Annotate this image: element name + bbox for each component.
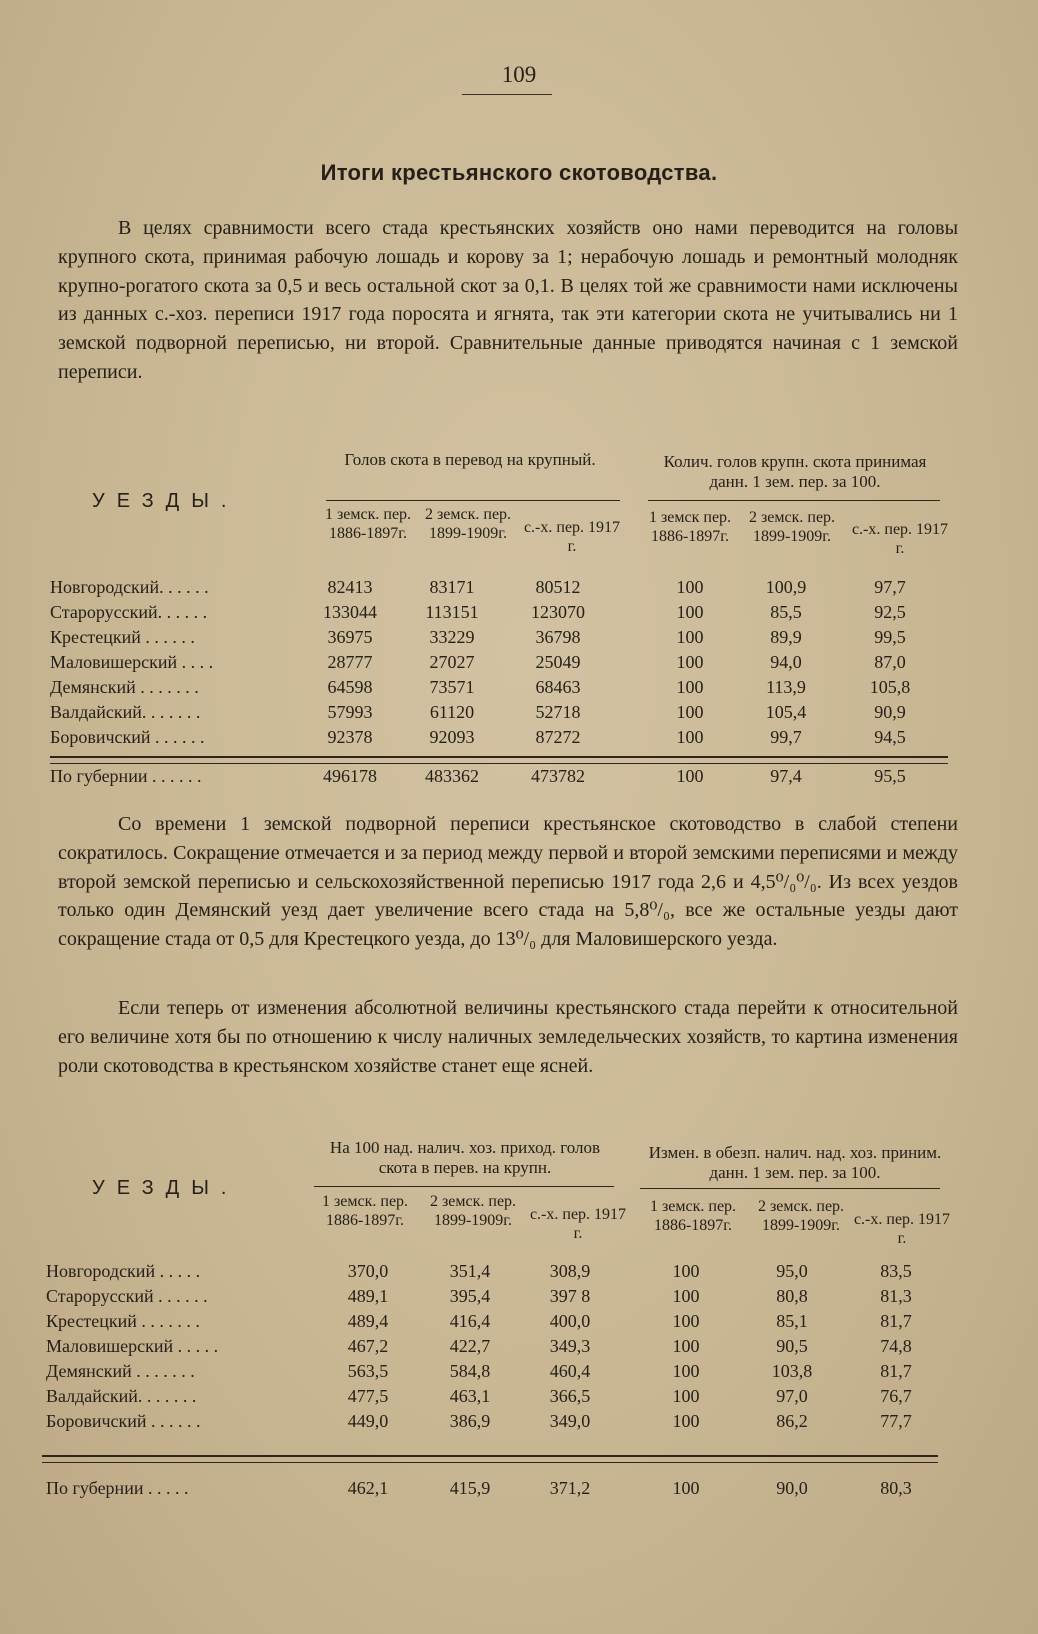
paragraph-2 bbox=[58, 810, 958, 954]
table-row bbox=[0, 627, 1038, 651]
cell: 123070 bbox=[531, 602, 585, 622]
table-row bbox=[0, 1386, 1038, 1410]
cell: 113,9 bbox=[766, 677, 806, 697]
row-label: Демянский . . . . . . . bbox=[50, 677, 199, 697]
cell: 460,4 bbox=[549, 1361, 591, 1381]
cell: 105,4 bbox=[765, 702, 807, 722]
table-row bbox=[0, 602, 1038, 626]
cell: 76,7 bbox=[880, 1386, 912, 1406]
cell: 94,0 bbox=[770, 652, 802, 672]
cell: 99,7 bbox=[770, 727, 802, 747]
cell: 100 bbox=[672, 1311, 700, 1331]
row-label: Крестецкий . . . . . . bbox=[50, 627, 195, 647]
cell: 467,2 bbox=[347, 1336, 389, 1356]
cell: 473782 bbox=[531, 766, 585, 786]
table-2-group2-header: Измен. в обезп. налич. над. хоз. приним. данн. 1 зем. пер. за 100. bbox=[648, 1143, 942, 1182]
cell: 366,5 bbox=[549, 1386, 591, 1406]
table-2-col-5-header: 2 земск. пер. 1899-1909г. bbox=[757, 1198, 845, 1234]
cell: 90,5 bbox=[776, 1336, 808, 1356]
cell: 97,7 bbox=[874, 577, 906, 597]
table-1-col-4-header: 1 земск пер. 1886-1897г. bbox=[648, 509, 732, 545]
cell: 57993 bbox=[327, 702, 373, 722]
cell: 77,7 bbox=[880, 1411, 912, 1431]
cell: 133044 bbox=[323, 602, 377, 622]
row-label: Маловишерский . . . . . bbox=[46, 1336, 219, 1356]
cell: 95,0 bbox=[776, 1261, 808, 1281]
table-row bbox=[0, 1286, 1038, 1310]
cell: 100 bbox=[676, 602, 704, 622]
cell: 100,9 bbox=[765, 577, 807, 597]
table-2-col-1-header: 1 земск. пер. 1886-1897г. bbox=[321, 1193, 409, 1229]
cell: 563,5 bbox=[347, 1361, 389, 1381]
table-total-row bbox=[0, 766, 1038, 790]
cell: 489,4 bbox=[347, 1311, 389, 1331]
page-number-rule bbox=[462, 94, 552, 95]
cell: 100 bbox=[676, 577, 704, 597]
table-row bbox=[0, 1411, 1038, 1435]
table-row bbox=[0, 1336, 1038, 1360]
cell: 100 bbox=[676, 702, 704, 722]
cell: 105,8 bbox=[869, 677, 911, 697]
table-1-col-3-header: с.-х. пер. 1917 г. bbox=[523, 519, 621, 555]
cell: 489,1 bbox=[347, 1286, 389, 1306]
cell: 100 bbox=[676, 677, 704, 697]
table-1-group2-rule bbox=[648, 500, 940, 501]
cell: 33229 bbox=[429, 627, 475, 647]
table-2-col-3-header: с.-х. пер. 1917 г. bbox=[529, 1206, 627, 1242]
cell: 100 bbox=[672, 1261, 700, 1281]
table-row bbox=[0, 652, 1038, 676]
table-2-group1-header: На 100 над. налич. хоз. приход. голов скота в перев. на крупн. bbox=[329, 1138, 601, 1177]
cell: 95,5 bbox=[874, 766, 906, 786]
cell: 386,9 bbox=[449, 1411, 491, 1431]
cell: 100 bbox=[676, 652, 704, 672]
cell: 100 bbox=[676, 627, 704, 647]
cell: 415,9 bbox=[449, 1478, 491, 1498]
row-label: Крестецкий . . . . . . . bbox=[46, 1311, 200, 1331]
cell: 80,8 bbox=[776, 1286, 808, 1306]
cell: 68463 bbox=[535, 677, 581, 697]
cell: 496178 bbox=[323, 766, 377, 786]
cell: 395,4 bbox=[449, 1286, 491, 1306]
row-label: Боровичский . . . . . . bbox=[46, 1411, 201, 1431]
cell: 463,1 bbox=[449, 1386, 491, 1406]
row-label: По губернии . . . . . . bbox=[50, 766, 202, 786]
cell: 100 bbox=[672, 1286, 700, 1306]
table-2-total-rule bbox=[42, 1455, 938, 1463]
cell: 308,9 bbox=[549, 1261, 591, 1281]
cell: 103,8 bbox=[771, 1361, 813, 1381]
table-2-col-4-header: 1 земск. пер. 1886-1897г. bbox=[649, 1198, 737, 1234]
cell: 100 bbox=[672, 1386, 700, 1406]
table-row bbox=[0, 1261, 1038, 1285]
row-label: Валдайский. . . . . . . bbox=[50, 702, 201, 722]
table-2-rowhead: УЕЗДЫ. bbox=[92, 1177, 239, 1199]
cell: 100 bbox=[672, 1478, 700, 1498]
cell: 36798 bbox=[535, 627, 581, 647]
cell: 82413 bbox=[327, 577, 373, 597]
cell: 397 8 bbox=[549, 1286, 591, 1306]
paragraph-2-text: Со времени 1 земской подворной переписи крестьянское скотоводство в слабой степени сократилось. Сокращение отмечается и за период между первой и второй земскими переписями и между второй земской переписью и сельскохозяйственной переписью 1917 года 2,6 и 4,5⁰/₀⁰/₀. Из всех уездов только один Демянский уезд дает увеличение всего стада на 5,8⁰/₀, все же остальные уезды дают сокращение стада от 0,5 для Крестецкого уезда, до 13⁰/₀ для Маловишерского уезда. bbox=[58, 813, 958, 951]
cell: 584,8 bbox=[449, 1361, 491, 1381]
cell: 81,7 bbox=[880, 1361, 912, 1381]
cell: 100 bbox=[672, 1336, 700, 1356]
row-label: Новгородский. . . . . . bbox=[50, 577, 209, 597]
cell: 349,0 bbox=[549, 1411, 591, 1431]
cell: 92378 bbox=[327, 727, 373, 747]
cell: 483362 bbox=[425, 766, 479, 786]
page-number: 109 bbox=[501, 62, 537, 87]
cell: 52718 bbox=[535, 702, 581, 722]
table-row bbox=[0, 727, 1038, 751]
cell: 83171 bbox=[429, 577, 475, 597]
paragraph-1 bbox=[58, 214, 958, 387]
cell: 449,0 bbox=[347, 1411, 389, 1431]
cell: 89,9 bbox=[770, 627, 802, 647]
cell: 81,3 bbox=[880, 1286, 912, 1306]
table-1-total-rule bbox=[50, 756, 948, 764]
cell: 99,5 bbox=[874, 627, 906, 647]
row-label: Старорусский . . . . . . bbox=[46, 1286, 208, 1306]
cell: 462,1 bbox=[347, 1478, 389, 1498]
row-label: По губернии . . . . . bbox=[46, 1478, 189, 1498]
table-row bbox=[0, 702, 1038, 726]
table-2-group2-rule bbox=[640, 1188, 940, 1189]
table-total-row bbox=[0, 1478, 1038, 1502]
cell: 73571 bbox=[429, 677, 475, 697]
cell: 61120 bbox=[429, 702, 475, 722]
cell: 25049 bbox=[535, 652, 581, 672]
cell: 422,7 bbox=[449, 1336, 491, 1356]
cell: 90,9 bbox=[874, 702, 906, 722]
cell: 97,0 bbox=[776, 1386, 808, 1406]
cell: 86,2 bbox=[776, 1411, 808, 1431]
cell: 92093 bbox=[429, 727, 475, 747]
table-1-col-5-header: 2 земск. пер. 1899-1909г. bbox=[748, 509, 836, 545]
row-label: Валдайский. . . . . . . bbox=[46, 1386, 197, 1406]
cell: 74,8 bbox=[880, 1336, 912, 1356]
row-label: Новгородский . . . . . bbox=[46, 1261, 201, 1281]
paragraph-1-text: В целях сравнимости всего стада крестьянских хозяйств оно нами переводится на головы крупного скота, принимая рабочую лошадь и корову за 1; нерабочую лошадь и ремонтный молодняк крупно-рогатого скота за 0,5 и весь остальной скот за 0,1. В целях той же сравнимости нами исключены из данных с.-хоз. переписи 1917 года поросята и ягнята, так эти категории скота не учитывались ни 1 земской подворной переписью, ни второй. Сравнительные данные приводятся начиная с 1 земской переписи. bbox=[58, 217, 958, 383]
table-2-col-6-header: с.-х. пер. 1917 г. bbox=[853, 1211, 951, 1247]
row-label: Маловишерский . . . . bbox=[50, 652, 214, 672]
table-1-col-2-header: 2 земск. пер. 1899-1909г. bbox=[424, 506, 512, 542]
cell: 100 bbox=[676, 727, 704, 747]
cell: 100 bbox=[672, 1411, 700, 1431]
table-1-group2-header: Колич. голов крупн. скота принимая данн. 1 зем. пер. за 100. bbox=[663, 452, 927, 491]
table-2-group1-rule bbox=[314, 1186, 614, 1187]
table-1-group1-header: Голов скота в перевод на крупный. bbox=[344, 450, 596, 469]
cell: 87,0 bbox=[874, 652, 906, 672]
cell: 100 bbox=[672, 1361, 700, 1381]
cell: 28777 bbox=[327, 652, 373, 672]
table-1-col-1-header: 1 земск. пер. 1886-1897г. bbox=[324, 506, 412, 542]
table-row bbox=[0, 1361, 1038, 1385]
table-2-col-2-header: 2 земск. пер. 1899-1909г. bbox=[429, 1193, 517, 1229]
cell: 90,0 bbox=[776, 1478, 808, 1498]
cell: 113151 bbox=[425, 602, 479, 622]
cell: 371,2 bbox=[549, 1478, 591, 1498]
row-label: Боровичский . . . . . . bbox=[50, 727, 205, 747]
cell: 100 bbox=[676, 766, 704, 786]
cell: 477,5 bbox=[347, 1386, 389, 1406]
cell: 351,4 bbox=[449, 1261, 491, 1281]
cell: 36975 bbox=[327, 627, 373, 647]
paragraph-3-text: Если теперь от изменения абсолютной величины крестьянского стада перейти к относительной его величине хотя бы по отношению к числу наличных земледельческих хозяйств, то картина изменения роли скотоводства в крестьянском хозяйстве станет еще ясней. bbox=[58, 997, 958, 1077]
cell: 81,7 bbox=[880, 1311, 912, 1331]
cell: 94,5 bbox=[874, 727, 906, 747]
table-row bbox=[0, 677, 1038, 701]
table-1-group1-rule bbox=[326, 500, 620, 501]
cell: 370,0 bbox=[347, 1261, 389, 1281]
cell: 349,3 bbox=[549, 1336, 591, 1356]
cell: 64598 bbox=[327, 677, 373, 697]
cell: 92,5 bbox=[874, 602, 906, 622]
table-1-col-6-header: с.-х. пер. 1917 г. bbox=[851, 521, 949, 557]
cell: 85,5 bbox=[770, 602, 802, 622]
cell: 400,0 bbox=[549, 1311, 591, 1331]
cell: 87272 bbox=[535, 727, 581, 747]
cell: 27027 bbox=[429, 652, 475, 672]
table-row bbox=[0, 577, 1038, 601]
cell: 85,1 bbox=[776, 1311, 808, 1331]
cell: 97,4 bbox=[770, 766, 802, 786]
table-1-rowhead: УЕЗДЫ. bbox=[92, 490, 239, 512]
row-label: Демянский . . . . . . . bbox=[46, 1361, 195, 1381]
row-label: Старорусский. . . . . . bbox=[50, 602, 208, 622]
section-title: Итоги крестьянского скотоводства. bbox=[320, 160, 718, 185]
cell: 80,3 bbox=[880, 1478, 912, 1498]
table-row bbox=[0, 1311, 1038, 1335]
cell: 80512 bbox=[535, 577, 581, 597]
cell: 416,4 bbox=[449, 1311, 491, 1331]
paragraph-3 bbox=[58, 994, 958, 1080]
cell: 83,5 bbox=[880, 1261, 912, 1281]
